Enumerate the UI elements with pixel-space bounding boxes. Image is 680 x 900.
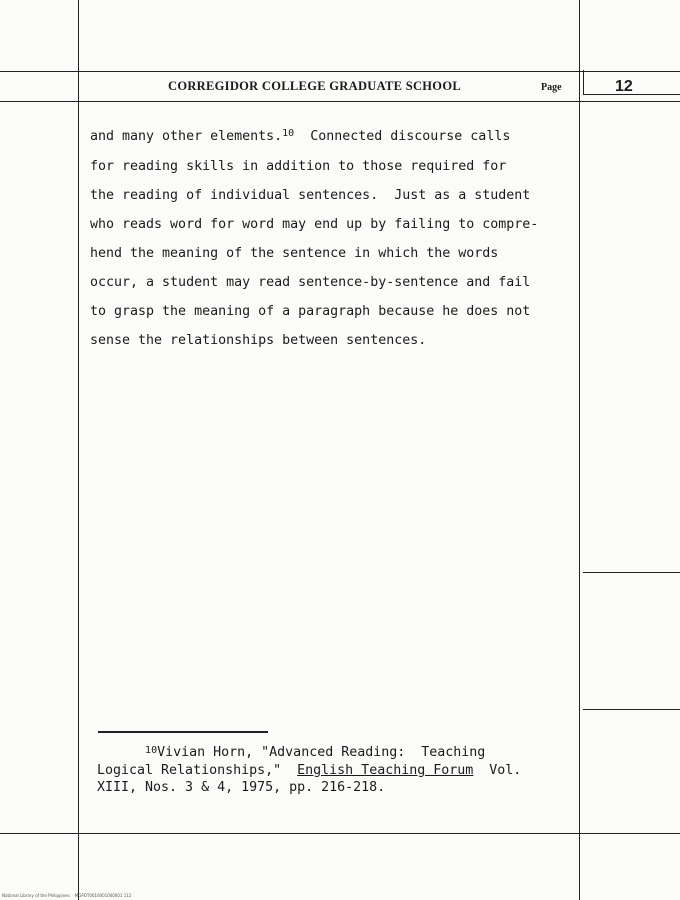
bottom-line [0, 833, 680, 834]
header-bottom-line [0, 101, 680, 102]
body-line: for reading skills in addition to those required for [90, 159, 507, 174]
body-line-tail: Connected discourse calls [294, 129, 511, 144]
body-paragraph [90, 122, 590, 355]
footnote-line: Vivian Horn, "Advanced Reading: Teaching [157, 745, 486, 760]
body-line: occur, a student may read sentence-by-sentence and fail [90, 275, 531, 290]
right-tick-line [583, 709, 680, 710]
header-top-line [0, 71, 680, 72]
header-page-label: Page [541, 82, 562, 93]
scan-credit: National Library of the Philippines MGPOT0010001000001 112 [2, 893, 132, 898]
body-line: hend the meaning of the sentence in which the words [90, 246, 499, 261]
left-margin-line [78, 0, 79, 900]
footnote-separator [98, 731, 268, 733]
page-box-left-line [583, 70, 584, 94]
footnote-line-end: Vol. [473, 763, 522, 778]
body-line: to grasp the meaning of a paragraph because he does not [90, 304, 531, 319]
right-tick-line [583, 572, 680, 573]
footnote [97, 744, 577, 796]
footnote-line: XIII, Nos. 3 & 4, 1975, pp. 216-218. [97, 780, 386, 795]
body-line: sense the relationships between sentences. [90, 333, 427, 348]
footnote-reference: 10 [282, 128, 295, 139]
footnote-journal-title: English Teaching Forum [297, 763, 474, 778]
body-line: and many other elements. [90, 129, 283, 144]
header-school-name: CORREGIDOR COLLEGE GRADUATE SCHOOL [168, 79, 461, 93]
footnote-number: 10 [145, 745, 158, 756]
body-line: the reading of individual sentences. Just as a student [90, 188, 531, 203]
page-number: 12 [615, 78, 633, 95]
body-line: who reads word for word may end up by failing to compre- [90, 217, 539, 232]
footnote-line: Logical Relationships," [97, 763, 298, 778]
